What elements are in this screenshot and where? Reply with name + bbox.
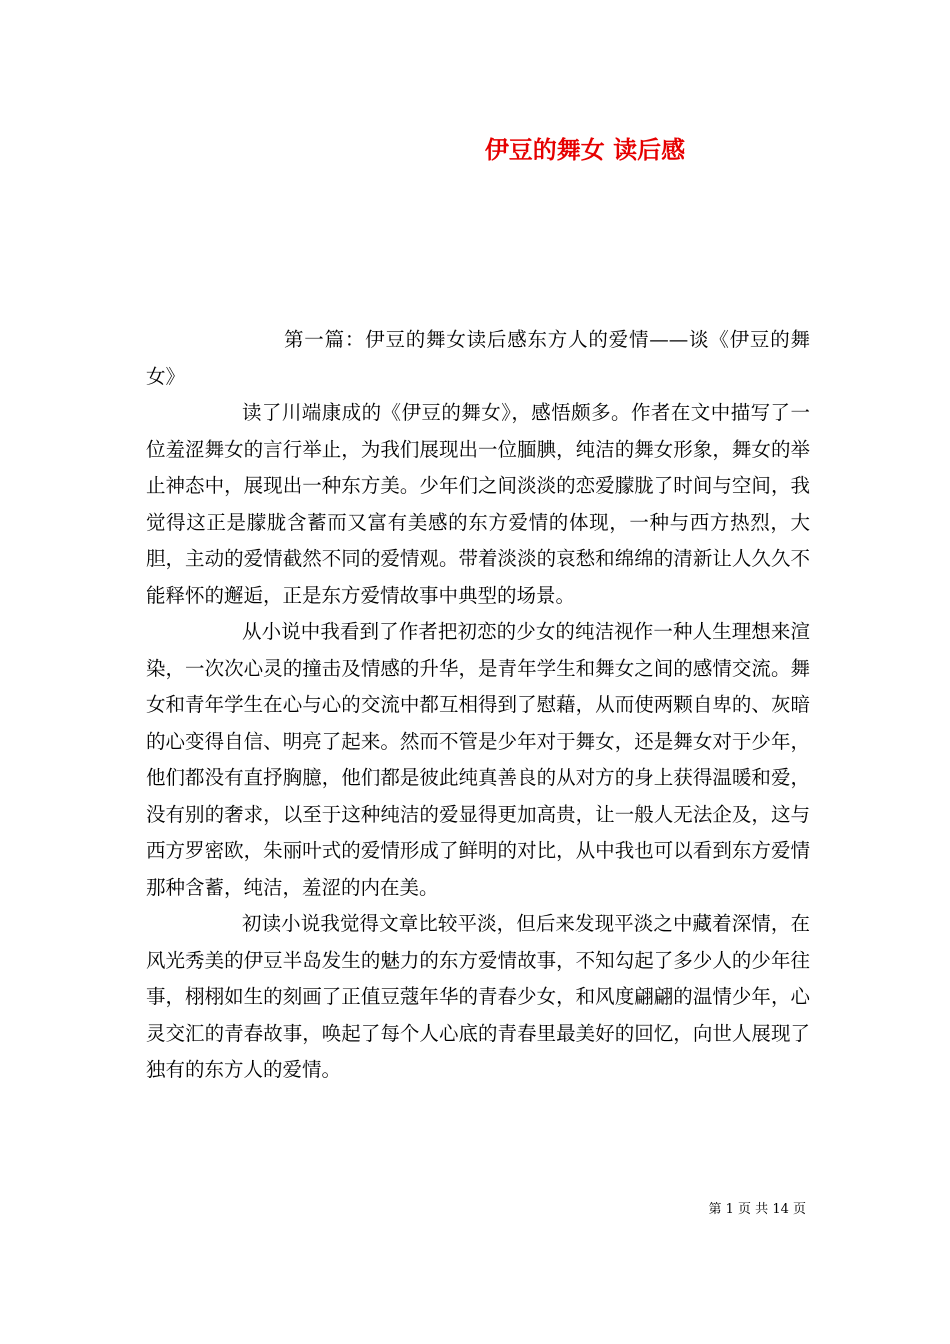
section-heading: 第一篇：伊豆的舞女读后感东方人的爱情——谈《伊豆的舞女》 (146, 328, 810, 388)
paragraph-2: 从小说中我看到了作者把初恋的少女的纯洁视作一种人生理想来渲染，一次次心灵的撞击及情感的升华，是青年学生和舞女之间的感情交流。舞女和青年学生在心与心的交流中都互相得到了慰藉，从而使两颗自卑的、灰暗的心变得自信、明亮了起来。然而不管是少年对于舞女，还是舞女对于少年，他们都没有直抒胸臆，他们都是彼此纯真善良的从对方的身上获得温暖和爱，没有别的奢求，以至于这种纯洁的爱显得更加高贵，让一般人无法企及，这与西方罗密欧，朱丽叶式的爱情形成了鲜明的对比，从中我也可以看到东方爱情那种含蓄，纯洁，羞涩的内在美。 (146, 620, 810, 899)
document-body (146, 322, 810, 1089)
paragraph-1: 读了川端康成的《伊豆的舞女》，感悟颇多。作者在文中描写了一位羞涩舞女的言行举止，为我们展现出一位腼腆，纯洁的舞女形象，舞女的举止神态中，展现出一种东方美。少年们之间淡淡的恋爱朦胧了时间与空间，我觉得这正是朦胧含蓄而又富有美感的东方爱情的体现，一种与西方热烈，大胆，主动的爱情截然不同的爱情观。带着淡淡的哀愁和绵绵的清新让人久久不能释怀的邂逅，正是东方爱情故事中典型的场景。 (146, 401, 810, 607)
paragraph-3: 初读小说我觉得文章比较平淡，但后来发现平淡之中藏着深情，在风光秀美的伊豆半岛发生的魅力的东方爱情故事，不知勾起了多少人的少年往事，栩栩如生的刻画了正值豆蔻年华的青春少女，和风度翩翩的温情少年，心灵交汇的青春故事，唤起了每个人心底的青春里最美好的回忆，向世人展现了独有的东方人的爱情。 (146, 912, 810, 1081)
page-number: 第 1 页 共 14 页 (708, 1202, 806, 1217)
document-title: 伊豆的舞女 读后感 (484, 135, 686, 164)
